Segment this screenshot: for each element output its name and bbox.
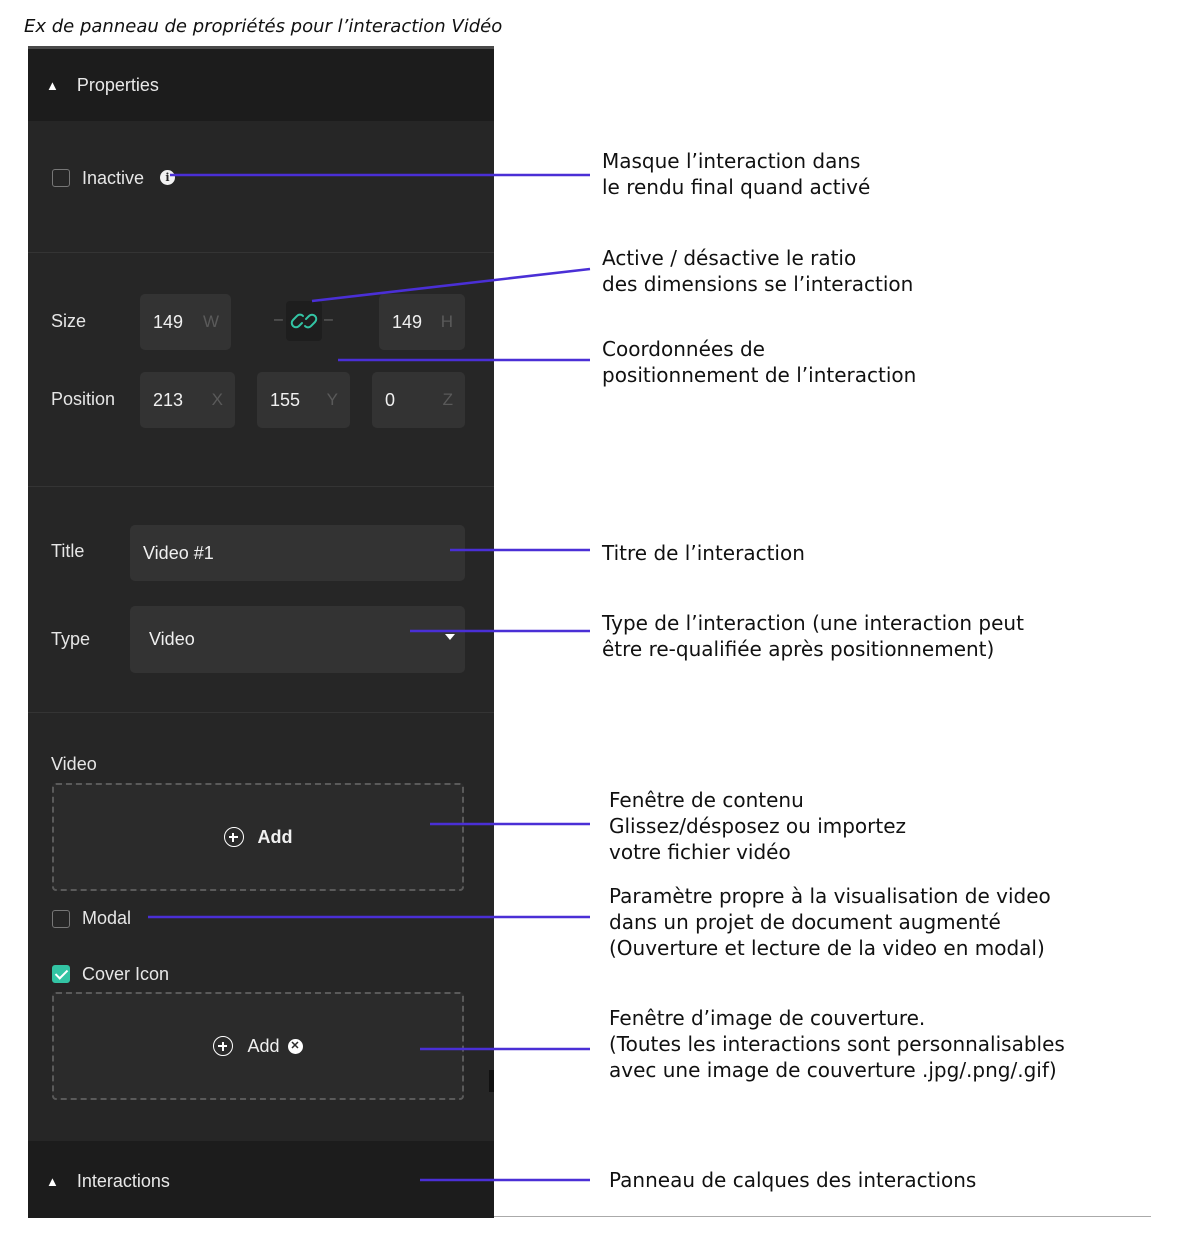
- annotation-cover: Fenêtre d’image de couverture. (Toutes les interactions sont personnalisables avec une image de couverture .jpg/.png/.gif): [609, 1006, 1065, 1082]
- position-x-unit: X: [211, 390, 223, 409]
- interactions-header[interactable]: [28, 1141, 494, 1218]
- chain-link-icon: [286, 301, 322, 341]
- divider: [28, 252, 494, 253]
- add-circle-icon: [213, 1036, 233, 1056]
- annotation-ratio: Active / désactive le ratio des dimensions se l’interaction: [602, 246, 914, 296]
- dash-left: –: [274, 311, 283, 328]
- position-y-unit: Y: [326, 390, 338, 409]
- annotation-position: Coordonnées de positionnement de l’interaction: [602, 337, 917, 387]
- dash-right: –: [324, 311, 333, 328]
- title-input-value: Video #1: [143, 542, 214, 563]
- cover-add-label: Add: [247, 1035, 280, 1056]
- scrollbar[interactable]: [489, 1070, 494, 1092]
- interactions-header-label: Interactions: [76, 1170, 170, 1191]
- annotation-interactions: Panneau de calques des interactions: [609, 1168, 977, 1192]
- size-width-value: 149: [153, 311, 184, 332]
- cover-icon-label: Cover Icon: [82, 964, 170, 984]
- size-label: Size: [51, 311, 87, 331]
- modal-checkbox[interactable]: [52, 910, 70, 928]
- type-select-value: Video: [149, 629, 195, 649]
- collapse-triangle-icon: ▲: [46, 1173, 59, 1189]
- size-height-unit: H: [440, 312, 453, 331]
- annotation-title: Titre de l’interaction: [602, 541, 805, 565]
- size-height-value: 149: [392, 311, 423, 332]
- properties-panel: [28, 46, 494, 1218]
- annotation-type: Type de l’interaction (une interaction peut être re-qualifiée après positionnement): [602, 611, 1024, 661]
- title-input[interactable]: [130, 525, 465, 581]
- chevron-down-icon: [445, 634, 455, 640]
- position-x-value: 213: [153, 389, 184, 410]
- title-label: Title: [51, 541, 85, 561]
- size-width-unit: W: [202, 312, 219, 331]
- figure-caption: Ex de panneau de propriétés pour l’interaction Vidéo: [24, 16, 503, 37]
- annotation-inactive: Masque l’interaction dans le rendu final quand activé: [602, 149, 871, 199]
- position-label: Position: [51, 389, 116, 409]
- cover-icon-checkbox[interactable]: [52, 965, 70, 983]
- position-x-field[interactable]: [140, 372, 235, 428]
- ratio-lock-button[interactable]: [286, 301, 322, 341]
- position-z-value: 0: [385, 389, 396, 410]
- video-add-label: Add: [257, 826, 293, 847]
- properties-header-label: Properties: [76, 74, 159, 95]
- type-label: Type: [51, 629, 91, 649]
- modal-label: Modal: [82, 908, 132, 928]
- cover-image-dropzone[interactable]: [52, 992, 464, 1100]
- annotation-modal: Paramètre propre à la visualisation de video dans un projet de document augmenté (Ouverture et lecture de la video en modal): [609, 884, 1051, 960]
- inactive-checkbox[interactable]: [52, 169, 70, 187]
- position-y-field[interactable]: [257, 372, 350, 428]
- collapse-triangle-icon: ▲: [46, 77, 59, 93]
- inactive-label: Inactive: [82, 168, 145, 188]
- type-select[interactable]: [130, 606, 465, 673]
- video-dropzone[interactable]: [52, 783, 464, 891]
- divider: [28, 486, 494, 487]
- size-height-field[interactable]: [379, 294, 465, 350]
- info-icon[interactable]: i: [160, 170, 175, 185]
- position-y-value: 155: [270, 389, 301, 410]
- annotation-video: Fenêtre de contenu Glissez/désposez ou importez votre fichier vidéo: [609, 788, 907, 864]
- add-circle-icon: [224, 827, 244, 847]
- divider: [28, 712, 494, 713]
- remove-x-icon[interactable]: ✕: [288, 1039, 303, 1054]
- bottom-rule: [494, 1216, 1151, 1217]
- properties-header[interactable]: [28, 49, 494, 121]
- position-z-unit: Z: [442, 390, 453, 409]
- position-z-field[interactable]: [372, 372, 465, 428]
- video-label: Video: [51, 754, 97, 774]
- size-width-field[interactable]: [140, 294, 231, 350]
